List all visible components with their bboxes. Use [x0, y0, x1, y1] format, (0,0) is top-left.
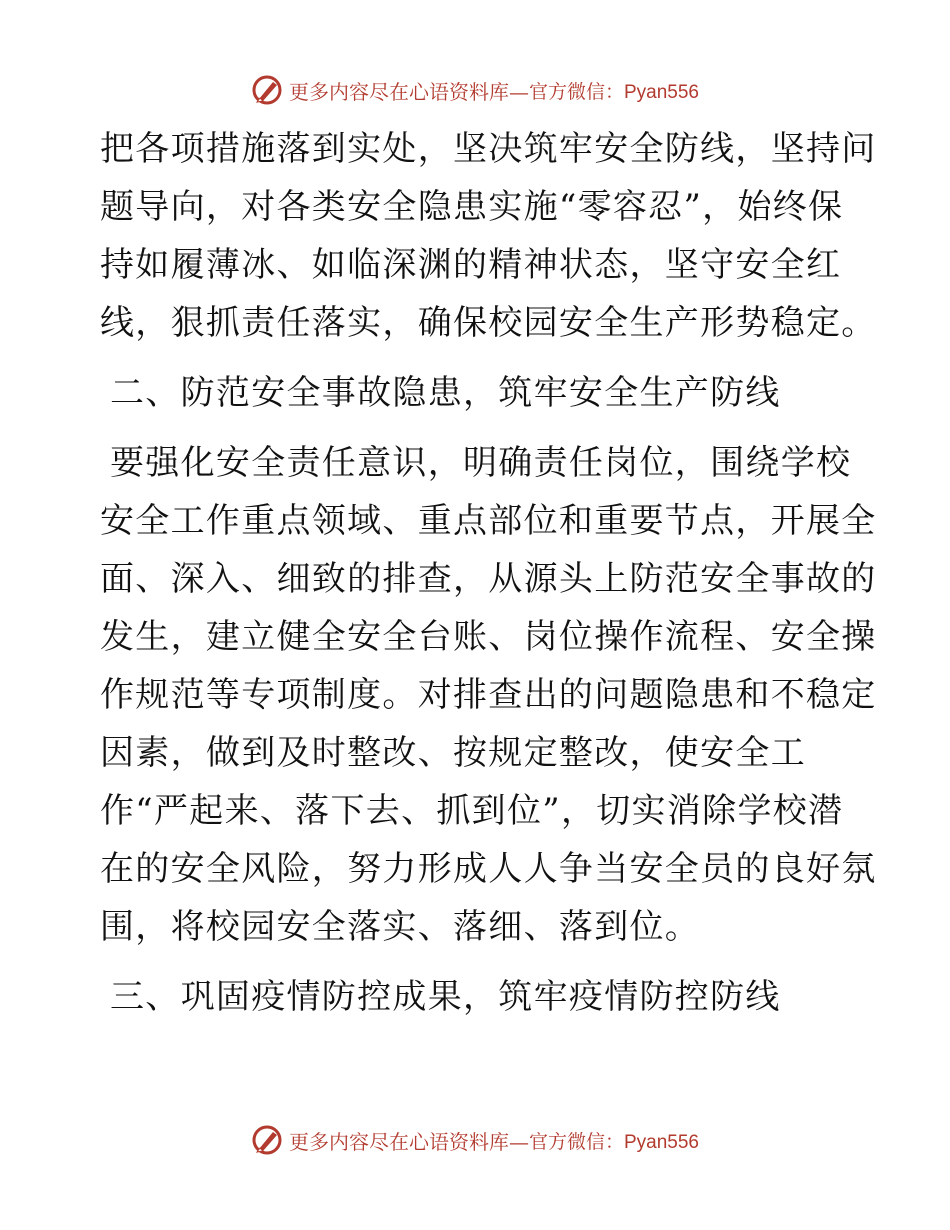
pen-in-circle-icon — [251, 74, 283, 106]
text-line: 面、深入、细致的排查，从源头上防范安全事故的 — [100, 559, 877, 599]
text-line: 要强化安全责任意识，明确责任岗位，围绕学校 — [110, 443, 852, 483]
text-line: 因素，做到及时整改、按规定整改，使安全工 — [100, 733, 806, 773]
footer-banner — [0, 1122, 950, 1158]
text-line: 线，狠抓责任落实，确保校园安全生产形势稳定。 — [100, 303, 877, 343]
footer-brand-text: 更多内容尽在心语资料库— — [288, 1129, 529, 1154]
paragraph-1 — [100, 120, 877, 352]
text-line: 题导向，对各类安全隐患实施“零容忍”，始终保 — [100, 187, 844, 227]
text-line: 安全工作重点领域、重点部位和重要节点，开展全 — [100, 501, 877, 541]
section-heading-2: 二、防范安全事故隐患，筑牢安全生产防线 — [110, 373, 781, 413]
text-line: 发生，建立健全安全台账、岗位操作流程、安全操 — [100, 617, 877, 657]
footer-wechat-text: 官方微信：Pyan556 — [528, 1131, 699, 1153]
text-line: 持如履薄冰、如临深渊的精神状态，坚守安全红 — [100, 245, 842, 285]
text-line: 在的安全风险，努力形成人人争当安全员的良好氛 — [100, 849, 877, 889]
header-brand-text: 更多内容尽在心语资料库— — [288, 79, 529, 104]
text-line: 作规范等专项制度。对排查出的问题隐患和不稳定 — [100, 675, 877, 715]
pen-in-circle-icon — [251, 1124, 283, 1156]
header-wechat-text: 官方微信：Pyan556 — [528, 81, 699, 103]
section-heading-3: 三、巩固疫情防控成果，筑牢疫情防控防线 — [110, 977, 781, 1017]
text-line: 围，将校园安全落实、落细、落到位。 — [100, 907, 701, 947]
text-line: 作“严起来、落下去、抓到位”，切实消除学校潜 — [100, 791, 844, 831]
header-banner — [0, 72, 950, 108]
text-line: 把各项措施落到实处，坚决筑牢安全防线，坚持问 — [100, 129, 877, 169]
document-body — [100, 120, 877, 1026]
paragraph-2 — [100, 434, 877, 956]
